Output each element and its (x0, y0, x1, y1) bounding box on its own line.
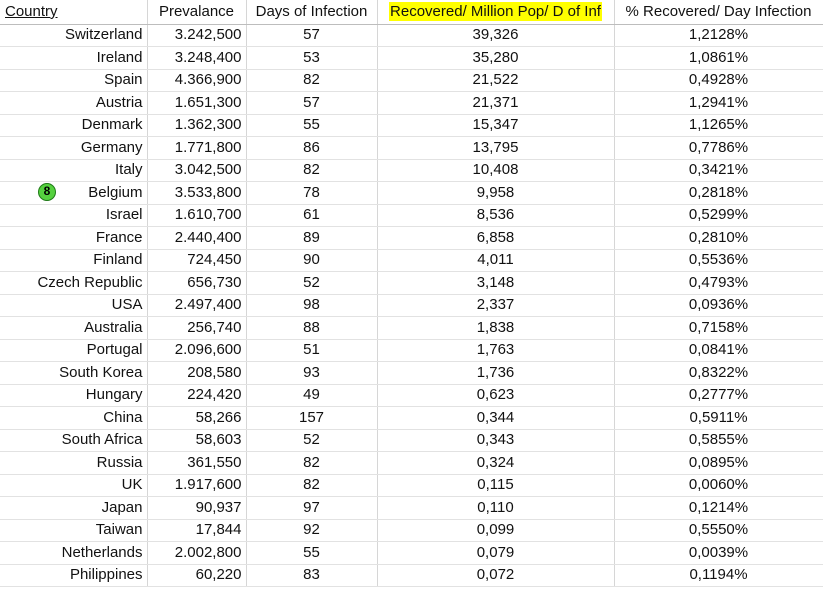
prevalance-cell[interactable]: 3.042,500 (147, 159, 246, 182)
days-cell[interactable]: 83 (246, 564, 377, 587)
recovered-cell[interactable]: 2,337 (377, 294, 614, 317)
prevalance-cell[interactable]: 4.366,900 (147, 69, 246, 92)
prevalance-cell[interactable]: 1.917,600 (147, 474, 246, 497)
days-cell[interactable]: 53 (246, 47, 377, 70)
country-cell[interactable]: Israel (0, 204, 147, 227)
percent-cell[interactable]: 0,0060% (614, 474, 823, 497)
recovered-cell[interactable]: 21,371 (377, 92, 614, 115)
percent-cell[interactable]: 0,3421% (614, 159, 823, 182)
recovered-cell[interactable]: 6,858 (377, 227, 614, 250)
prevalance-cell[interactable]: 724,450 (147, 249, 246, 272)
country-cell[interactable]: Czech Republic (0, 272, 147, 295)
percent-cell[interactable]: 0,5855% (614, 429, 823, 452)
percent-cell[interactable]: 0,4793% (614, 272, 823, 295)
percent-cell[interactable]: 0,4928% (614, 69, 823, 92)
recovered-cell[interactable]: 0,110 (377, 497, 614, 520)
table-row (0, 542, 823, 565)
percent-cell[interactable]: 1,2128% (614, 24, 823, 47)
recovered-cell[interactable]: 1,838 (377, 317, 614, 340)
percent-cell[interactable]: 0,2810% (614, 227, 823, 250)
days-cell[interactable]: 49 (246, 384, 377, 407)
recovered-cell[interactable]: 10,408 (377, 159, 614, 182)
recovered-cell[interactable]: 0,079 (377, 542, 614, 565)
country-cell[interactable]: Philippines (0, 564, 147, 587)
country-cell[interactable]: Denmark (0, 114, 147, 137)
table-row (0, 362, 823, 385)
prevalance-cell[interactable]: 1.362,300 (147, 114, 246, 137)
table-row (0, 227, 823, 250)
country-cell[interactable]: USA (0, 294, 147, 317)
prevalance-cell[interactable]: 90,937 (147, 497, 246, 520)
recovered-cell[interactable]: 0,324 (377, 452, 614, 475)
table-row (0, 429, 823, 452)
country-cell[interactable]: Finland (0, 249, 147, 272)
country-cell[interactable]: Belgium 8 (0, 182, 147, 205)
prevalance-cell[interactable]: 1.651,300 (147, 92, 246, 115)
recovered-cell[interactable]: 0,343 (377, 429, 614, 452)
recovered-cell[interactable]: 0,099 (377, 519, 614, 542)
country-cell[interactable]: Hungary (0, 384, 147, 407)
prevalance-cell[interactable]: 1.771,800 (147, 137, 246, 160)
percent-cell[interactable]: 1,1265% (614, 114, 823, 137)
prevalance-cell[interactable]: 256,740 (147, 317, 246, 340)
percent-cell[interactable]: 0,8322% (614, 362, 823, 385)
days-cell[interactable]: 51 (246, 339, 377, 362)
prevalance-cell[interactable]: 3.533,800 (147, 182, 246, 205)
percent-cell[interactable]: 0,7158% (614, 317, 823, 340)
days-cell[interactable]: 93 (246, 362, 377, 385)
table-row (0, 249, 823, 272)
country-cell[interactable]: Ireland (0, 47, 147, 70)
days-cell[interactable]: 52 (246, 429, 377, 452)
days-cell[interactable]: 55 (246, 114, 377, 137)
percent-cell[interactable]: 0,0039% (614, 542, 823, 565)
table-row (0, 317, 823, 340)
percent-cell[interactable]: 1,0861% (614, 47, 823, 70)
prevalance-cell[interactable]: 224,420 (147, 384, 246, 407)
country-cell[interactable]: South Africa (0, 429, 147, 452)
recovered-cell[interactable]: 39,326 (377, 24, 614, 47)
days-cell[interactable]: 55 (246, 542, 377, 565)
header-recovered-per-million[interactable] (377, 0, 614, 24)
percent-cell[interactable]: 0,5911% (614, 407, 823, 430)
country-cell[interactable]: Spain (0, 69, 147, 92)
days-cell[interactable]: 97 (246, 497, 377, 520)
country-cell[interactable]: France (0, 227, 147, 250)
percent-cell[interactable]: 0,5550% (614, 519, 823, 542)
highlighted-header-text: Recovered/ Million Pop/ D of Inf (390, 2, 601, 20)
country-cell[interactable]: Russia (0, 452, 147, 475)
prevalance-cell[interactable]: 17,844 (147, 519, 246, 542)
header-country[interactable]: Country (0, 0, 147, 24)
percent-cell[interactable]: 0,1194% (614, 564, 823, 587)
days-cell[interactable]: 52 (246, 272, 377, 295)
days-cell[interactable]: 57 (246, 24, 377, 47)
recovered-cell[interactable]: 1,736 (377, 362, 614, 385)
recovered-cell[interactable]: 0,072 (377, 564, 614, 587)
table-row (0, 452, 823, 475)
header-days-of-infection[interactable]: Days of Infection (246, 0, 377, 24)
header-percent-recovered[interactable]: % Recovered/ Day Infection (614, 0, 823, 24)
prevalance-cell[interactable]: 58,266 (147, 407, 246, 430)
prevalance-cell[interactable]: 60,220 (147, 564, 246, 587)
recovered-cell[interactable]: 1,763 (377, 339, 614, 362)
country-cell[interactable]: Germany (0, 137, 147, 160)
prevalance-cell[interactable]: 3.242,500 (147, 24, 246, 47)
recovered-cell[interactable]: 13,795 (377, 137, 614, 160)
table-row (0, 339, 823, 362)
table-row (0, 497, 823, 520)
table-row (0, 114, 823, 137)
recovered-cell[interactable]: 15,347 (377, 114, 614, 137)
recovered-cell[interactable]: 9,958 (377, 182, 614, 205)
table-row (0, 204, 823, 227)
days-cell[interactable]: 61 (246, 204, 377, 227)
days-cell[interactable]: 82 (246, 69, 377, 92)
country-cell[interactable]: Austria (0, 92, 147, 115)
recovered-cell[interactable]: 4,011 (377, 249, 614, 272)
percent-cell[interactable]: 1,2941% (614, 92, 823, 115)
prevalance-cell[interactable]: 3.248,400 (147, 47, 246, 70)
country-cell[interactable]: Netherlands (0, 542, 147, 565)
days-cell[interactable]: 82 (246, 474, 377, 497)
days-cell[interactable]: 98 (246, 294, 377, 317)
row-number-badge: 8 (38, 183, 56, 201)
prevalance-cell[interactable]: 58,603 (147, 429, 246, 452)
table-body (0, 24, 823, 587)
table-row (0, 564, 823, 587)
days-cell[interactable]: 86 (246, 137, 377, 160)
days-cell[interactable]: 88 (246, 317, 377, 340)
percent-cell[interactable]: 0,1214% (614, 497, 823, 520)
prevalance-cell[interactable]: 2.002,800 (147, 542, 246, 565)
header-row (0, 0, 823, 24)
percent-cell[interactable]: 0,2818% (614, 182, 823, 205)
country-cell[interactable]: Italy (0, 159, 147, 182)
country-cell[interactable]: Japan (0, 497, 147, 520)
table-row (0, 69, 823, 92)
percent-cell[interactable]: 0,0895% (614, 452, 823, 475)
recovered-cell[interactable]: 0,115 (377, 474, 614, 497)
country-cell[interactable]: Switzerland (0, 24, 147, 47)
header-prevalance[interactable]: Prevalance (147, 0, 246, 24)
country-cell[interactable]: China (0, 407, 147, 430)
table-row (0, 47, 823, 70)
country-cell[interactable]: Australia (0, 317, 147, 340)
recovered-cell[interactable]: 35,280 (377, 47, 614, 70)
recovered-cell[interactable]: 0,344 (377, 407, 614, 430)
country-cell[interactable]: UK (0, 474, 147, 497)
prevalance-cell[interactable]: 361,550 (147, 452, 246, 475)
prevalance-cell[interactable]: 2.440,400 (147, 227, 246, 250)
prevalance-cell[interactable]: 208,580 (147, 362, 246, 385)
days-cell[interactable]: 90 (246, 249, 377, 272)
prevalance-cell[interactable]: 2.096,600 (147, 339, 246, 362)
prevalance-cell[interactable]: 2.497,400 (147, 294, 246, 317)
days-cell[interactable]: 89 (246, 227, 377, 250)
percent-cell[interactable]: 0,2777% (614, 384, 823, 407)
days-cell[interactable]: 78 (246, 182, 377, 205)
percent-cell[interactable]: 0,7786% (614, 137, 823, 160)
prevalance-cell[interactable]: 1.610,700 (147, 204, 246, 227)
table-row (0, 24, 823, 47)
prevalance-cell[interactable]: 656,730 (147, 272, 246, 295)
recovered-cell[interactable]: 3,148 (377, 272, 614, 295)
country-cell[interactable]: South Korea (0, 362, 147, 385)
recovered-cell[interactable]: 0,623 (377, 384, 614, 407)
percent-cell[interactable]: 0,0936% (614, 294, 823, 317)
recovered-cell[interactable]: 8,536 (377, 204, 614, 227)
table-row (0, 272, 823, 295)
recovered-cell[interactable]: 21,522 (377, 69, 614, 92)
table-row (0, 92, 823, 115)
percent-cell[interactable]: 0,5299% (614, 204, 823, 227)
country-cell[interactable]: Portugal (0, 339, 147, 362)
days-cell[interactable]: 57 (246, 92, 377, 115)
table-row (0, 384, 823, 407)
table-row (0, 159, 823, 182)
table-row (0, 407, 823, 430)
percent-cell[interactable]: 0,5536% (614, 249, 823, 272)
days-cell[interactable]: 82 (246, 159, 377, 182)
table-row (0, 294, 823, 317)
table-row (0, 182, 823, 205)
percent-cell[interactable]: 0,0841% (614, 339, 823, 362)
table-row (0, 137, 823, 160)
days-cell[interactable]: 157 (246, 407, 377, 430)
table-row (0, 519, 823, 542)
days-cell[interactable]: 92 (246, 519, 377, 542)
table-row (0, 474, 823, 497)
country-cell[interactable]: Taiwan (0, 519, 147, 542)
days-cell[interactable]: 82 (246, 452, 377, 475)
